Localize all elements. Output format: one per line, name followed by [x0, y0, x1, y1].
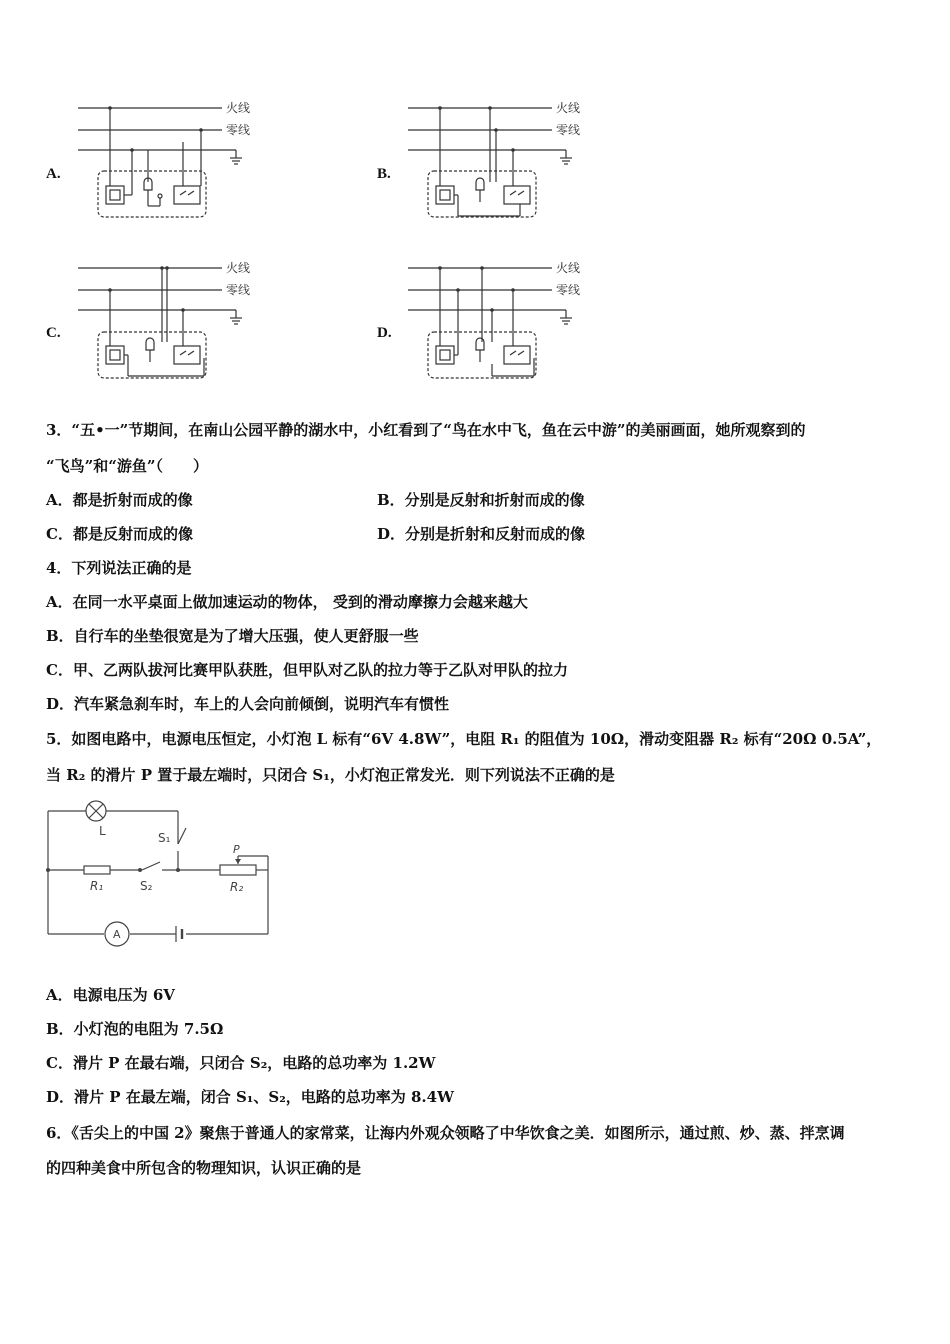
neutral-wire-label: 零线: [556, 123, 581, 137]
q3-option-a: A．都是折射而成的像: [46, 491, 193, 509]
option-c-letter: C.: [46, 325, 61, 341]
lamp-icon: [86, 801, 106, 821]
q6-stem-line2: 的四种美食中所包含的物理知识，认识正确的是: [46, 1159, 362, 1177]
wiring-diagram-c: [70, 258, 270, 382]
q3-stem-line2: “飞鸟”和“游鱼”（ ）: [46, 457, 209, 475]
circuit-diagram: [40, 798, 280, 952]
wiring-diagram-b: [400, 98, 600, 220]
q3-option-c: C．都是反射而成的像: [46, 525, 193, 543]
option-d-letter: D.: [377, 325, 392, 341]
wiring-diagram-a: [70, 98, 270, 220]
option-a-letter: A.: [46, 166, 61, 182]
fire-wire-label: 火线: [556, 261, 581, 275]
q4-stem: 4．下列说法正确的是: [46, 559, 192, 577]
q5-option-b: B．小灯泡的电阻为 7.5Ω: [46, 1020, 224, 1038]
neutral-wire-label: 零线: [226, 283, 251, 297]
fire-wire-label: 火线: [226, 101, 251, 115]
q3-option-d: D．分别是折射和反射而成的像: [377, 525, 586, 543]
q3-option-b: B．分别是反射和折射而成的像: [377, 491, 585, 509]
s1-label: S₁: [158, 831, 171, 845]
q6-stem-line1: 6．《舌尖上的中国 2》聚焦于普通人的家常菜，让海内外观众领略了中华饮食之美．如图所示，通过煎、炒、蒸、拌烹调: [46, 1124, 845, 1142]
q5-stem-line2: 当 R₂ 的滑片 P 置于最左端时，只闭合 S₁，小灯泡正常发光．则下列说法不正确的是: [46, 766, 615, 784]
lamp-label: L: [99, 824, 106, 838]
ammeter-label: A: [113, 928, 121, 941]
option-b-letter: B.: [377, 166, 391, 182]
q3-stem-line1: 3．“五•一”节期间，在南山公园平静的湖水中，小红看到了“鸟在水中飞，鱼在云中游”的美丽画面，她所观察到的: [46, 421, 806, 439]
q5-option-c: C．滑片 P 在最右端，只闭合 S₂，电路的总功率为 1.2W: [46, 1054, 436, 1072]
neutral-wire-label: 零线: [556, 283, 581, 297]
q4-option-c: C．甲、乙两队拔河比赛甲队获胜，但甲队对乙队的拉力等于乙队对甲队的拉力: [46, 661, 568, 679]
q4-option-b: B．自行车的坐垫很宽是为了增大压强，使人更舒服一些: [46, 627, 419, 645]
neutral-wire-label: 零线: [226, 123, 251, 137]
q5-option-d: D．滑片 P 在最左端，闭合 S₁、S₂，电路的总功率为 8.4W: [46, 1088, 454, 1106]
q4-option-a: A．在同一水平桌面上做加速运动的物体， 受到的滑动摩擦力会越来越大: [46, 593, 528, 611]
r1-label: R₁: [90, 879, 104, 893]
s2-label: S₂: [140, 879, 153, 893]
q5-option-a: A．电源电压为 6V: [46, 986, 175, 1004]
slider-p-label: P: [233, 843, 240, 856]
q5-stem-line1: 5．如图电路中，电源电压恒定，小灯泡 L 标有“6V 4.8W”，电阻 R₁ 的阻值为 10Ω，滑动变阻器 R₂ 标有“20Ω 0.5A”，: [46, 730, 882, 748]
q4-option-d: D．汽车紧急刹车时，车上的人会向前倾倒，说明汽车有惯性: [46, 695, 450, 713]
wiring-diagram-d: [400, 258, 600, 382]
fire-wire-label: 火线: [556, 101, 581, 115]
r2-label: R₂: [230, 880, 244, 894]
fire-wire-label: 火线: [226, 261, 251, 275]
